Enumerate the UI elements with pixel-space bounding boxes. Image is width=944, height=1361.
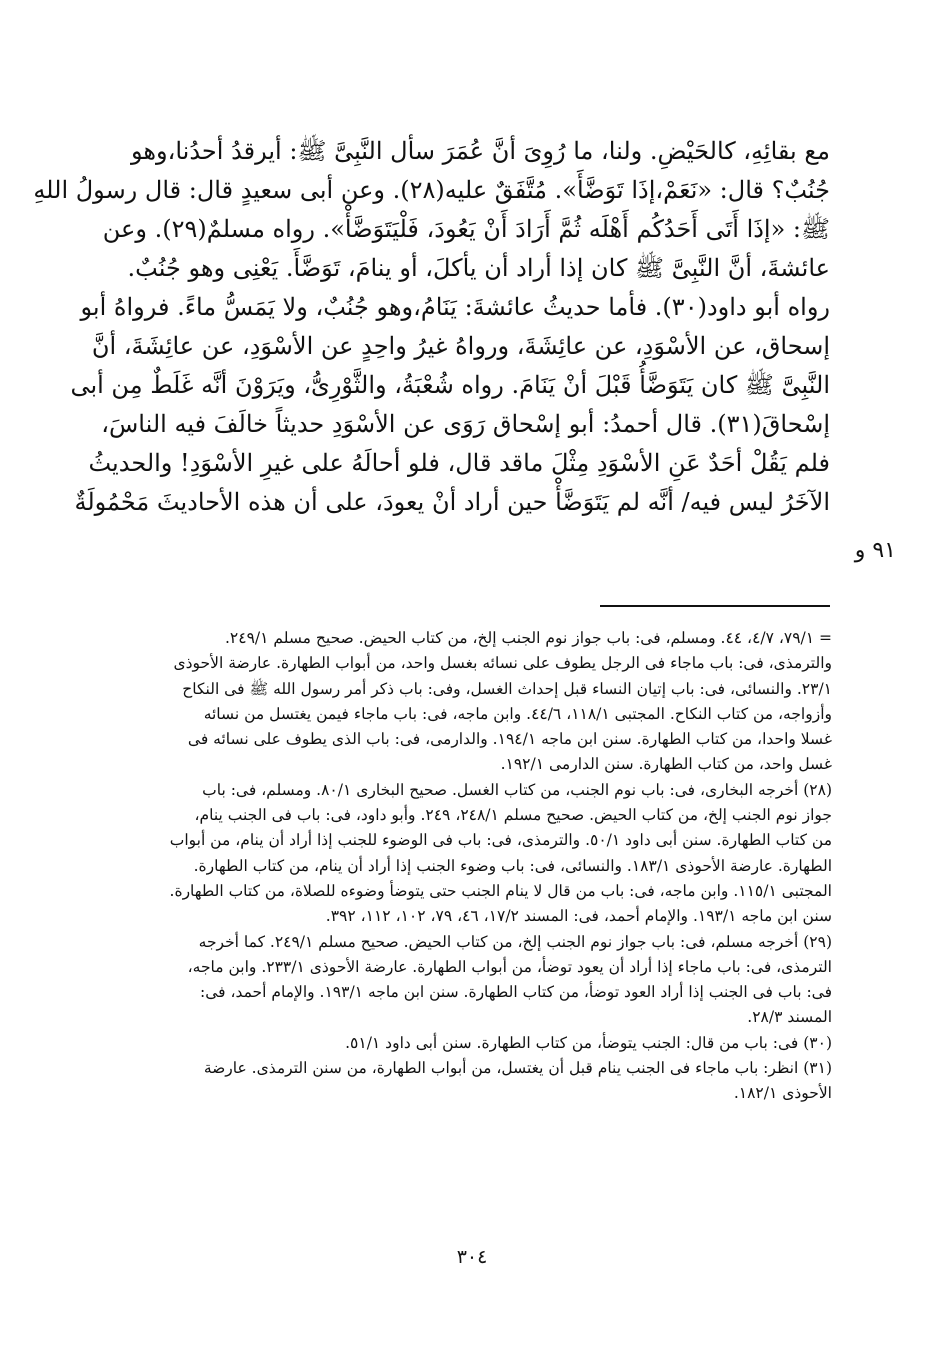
footnote-line: المجتبى ١١٥/١. وابن ماجه، فى: باب من قال لا ينام الجنب حتى يتوضأ وضوءه للصلاة، من كتاب الطهارة.: [169, 881, 832, 900]
main-text-line: عائشةَ، أنَّ النَّبِىَّ ﷺ كان إذا أراد أن يأكلَ، أو ينامَ، تَوَضَّأَ. يَعْنِى وهو جُنُبٌ.: [127, 254, 830, 282]
footnote-line: ٢٣/١. والنسائى، فى: باب إتيان النساء قبل إحداث الغسل، وفى: باب ذكر أمر رسول الله ﷺ فى النكاح: [182, 679, 832, 698]
footnote-line: غسل واحد، من كتاب الطهارة. سنن الدارمى ١٩٢/١.: [500, 755, 832, 774]
main-text-line: مع بقائِهِ، كالحَيْضِ. ولنا، ما رُوِىَ أنَّ عُمَرَ سأل النَّبِىَّ ﷺ: أيرقدُ أحدُنا،وهو: [130, 137, 830, 165]
footnote-line: الطهارة. عارضة الأحوذى ١٨٣/١. والنسائى، فى: باب وضوء الجنب إذا أراد أن ينام، من كتاب الطهارة.: [193, 856, 832, 875]
footnote-line: المسند ٢٨/٣.: [747, 1008, 832, 1027]
footnote-line: الترمذى، فى: باب ماجاء إذا أراد أن يعود توضأ، من أبواب الطهارة. عارضة الأحوذى ٢٣٣/١. وابن ماجه،: [187, 957, 832, 976]
footnote-line: وأزواجه، من كتاب النكاح. المجتبى ١١٨/١، ٤٤/٦. وابن ماجه، فى: باب ماجاء فيمن يغتسل من نسائه: [203, 704, 832, 723]
main-text-line: النَّبِىَّ ﷺ كان يَتَوَضَّأُ قَبْلَ أنْ يَنَامَ. رواه شُعْبَةُ، والثَّوْرِىُّ، ويَرَوْنَ أنَّه غَلَطٌ مِن أبى: [70, 371, 830, 399]
footnote-line: فى: باب فى الجنب إذا أراد العود توضأ، من كتاب الطهارة. سنن ابن ماجه ١٩٣/١. والإمام أحمد، فى:: [199, 983, 832, 1002]
footnote-line: (٣١) انظر: باب ماجاء فى الجنب ينام قبل أن يغتسل، من أبواب الطهارة، من سنن الترمذى. عارضة: [203, 1059, 832, 1078]
footnote-divider: [600, 605, 830, 607]
main-text-body: [33, 132, 830, 522]
footnote-line: (٣٠) فى: باب من قال: الجنب يتوضأ، من كتاب الطهارة. سنن أبى داود ٥١/١.: [345, 1033, 832, 1052]
page-number: ٣٠٤: [456, 1246, 488, 1268]
main-text-line: إسْحاقَ(٣١). قال أحمدُ: أبو إسْحاق رَوَى عن الأسْوَدِ حديثاً خالَفَ فيه الناسَ،: [101, 410, 830, 438]
footnote-line: من كتاب الطهارة. سنن أبى داود ٥٠/١. والترمذى، فى: باب فى الوضوء للجنب إذا أراد أن ينام، من أبواب: [169, 831, 832, 850]
main-text-line: رواه أبو داود(٣٠). فأما حديثُ عائشةَ: يَنَامُ،وهو جُنُبٌ، ولا يَمَسُّ ماءً. فرواهُ أبو: [80, 293, 830, 321]
footnote-line: سنن ابن ماجه ١٩٣/١. والإمام أحمد، فى: المسند ١٧/٢، ٤٦، ٧٩، ١٠٢، ١١٢، ٣٩٢.: [325, 907, 832, 926]
main-text-line: ﷺ: «إذَا أَتَى أَحَدُكُم أَهْلَه ثُمَّ أَرَادَ أَنْ يَعُودَ، فَلْيَتَوَضَّأْ». رواه مسلمٌ(٢٩). وعن: [102, 215, 830, 243]
footnote-line: جواز نوم الجنب إلخ، من كتاب الحيض. صحيح مسلم ٢٤٨/١، ٢٤٩. وأبو داود، فى: باب فى الجنب ينام،: [194, 806, 832, 825]
footnote-line: = ٧٩/١، ٤/٧، ٤٤. ومسلم، فى: باب جواز نوم الجنب إلخ، من كتاب الحيض. صحيح مسلم ٢٤٩/١.: [224, 629, 832, 647]
footnote-line: والترمذى، فى: باب ماجاء فى الرجل يطوف على نسائه بغسل واحد، من أبواب الطهارة. عارضة الأحوذى: [173, 654, 832, 673]
footnote-line: الأحوذى ١٨٢/١.: [733, 1084, 832, 1103]
main-text-line: الآخَرُ ليس فيه/ أنَّه لم يَتَوَضَّأْ حين أراد أنْ يعودَ، على أن هذه الأحاديثَ مَحْمُولَةٌ: [74, 488, 830, 516]
main-text-line: فلم يَقُلْ أحَدٌ عَنِ الأسْوَدِ مِثْلَ ماقد قال، فلو أحالَهُ على غيرِ الأسْوَدِ! والحديثُ: [88, 449, 830, 477]
footnotes: [116, 626, 832, 1107]
footnote-line: غسلا واحدا، من كتاب الطهارة. سنن ابن ماجه ١٩٤/١. والدارمى، فى: باب الذى يطوف على نسائه فى: [187, 730, 832, 749]
footnote-line: (٢٨) أخرجه البخارى، فى: باب نوم الجنب، من كتاب الغسل. صحيح البخارى ٨٠/١. ومسلم، فى: باب: [202, 780, 832, 799]
manuscript-folio-marker: ٩١ و: [854, 538, 896, 563]
main-text-line: إسحاق، عن الأسْوَدِ، عن عائِشَةَ، ورواهُ غيرُ واحِدٍ عن الأسْوَدِ، عن عائِشَةَ، أنَّ: [91, 332, 830, 360]
main-text-line: جُنُبٌ؟ قال: «نَعَمْ،إذَا تَوَضَّأَ». مُتَّفَقٌ عليه(٢٨). وعن أبى سعيدٍ قال: قال رسولُ اللهِ: [33, 176, 830, 204]
footnote-line: (٢٩) أخرجه مسلم، فى: باب جواز نوم الجنب إلخ، من كتاب الحيض. صحيح مسلم ٢٤٩/١. كما أخرجه: [198, 932, 832, 951]
